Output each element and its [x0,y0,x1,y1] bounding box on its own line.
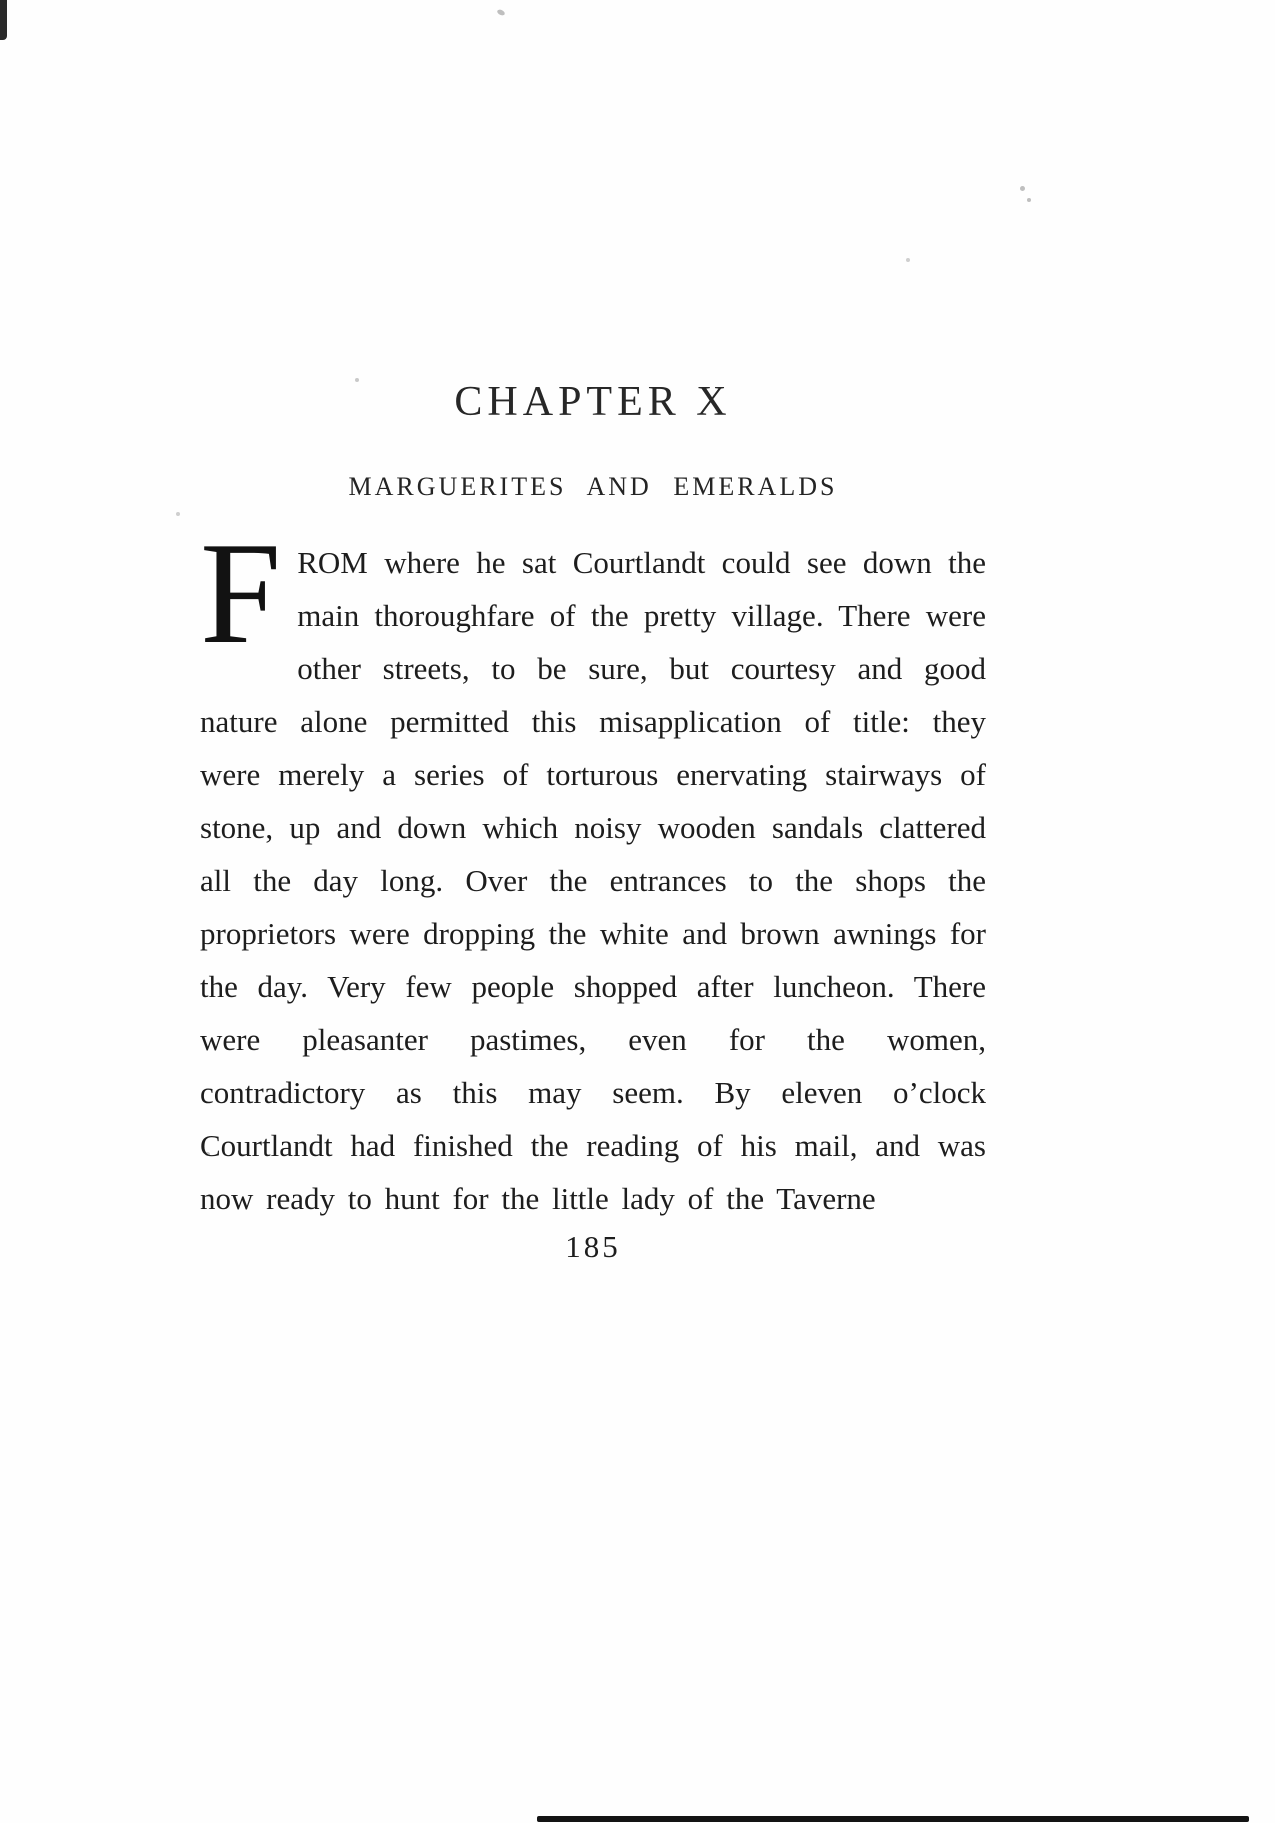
text-block [200,0,986,1265]
body-paragraph [200,512,986,1225]
chapter-subtitle: MARGUERITES AND EMERALDS [348,472,838,501]
scan-speck [1020,186,1025,191]
paragraph-text: ROM where he sat Courtlandt could see down the main thoroughfare of the pretty village. There were other streets, to be sure, but courtesy and good nature alone permitted this misapplication of title: they were merely a series of torturous enervating stairways of stone, up and down which noisy wooden sandals clattered all the day long. Over the entrances to the shops the proprietors were dropping the white and brown awnings for the day. Very few people shopped after luncheon. There were pleasanter pastimes, even for the women, contradictory as this may seem. By eleven o’clock Courtlandt had finished the reading of his mail, and was now ready to hunt for the little lady of the Taverne [200,545,986,1216]
chapter-title: CHAPTER X [454,379,732,425]
scan-speck [1027,198,1031,202]
scan-corner-mark [0,0,7,40]
page-number: 185 [565,1229,621,1264]
dropcap-letter: F [200,512,282,674]
scan-bottom-strip [537,1816,1249,1822]
scan-speck [176,512,180,516]
